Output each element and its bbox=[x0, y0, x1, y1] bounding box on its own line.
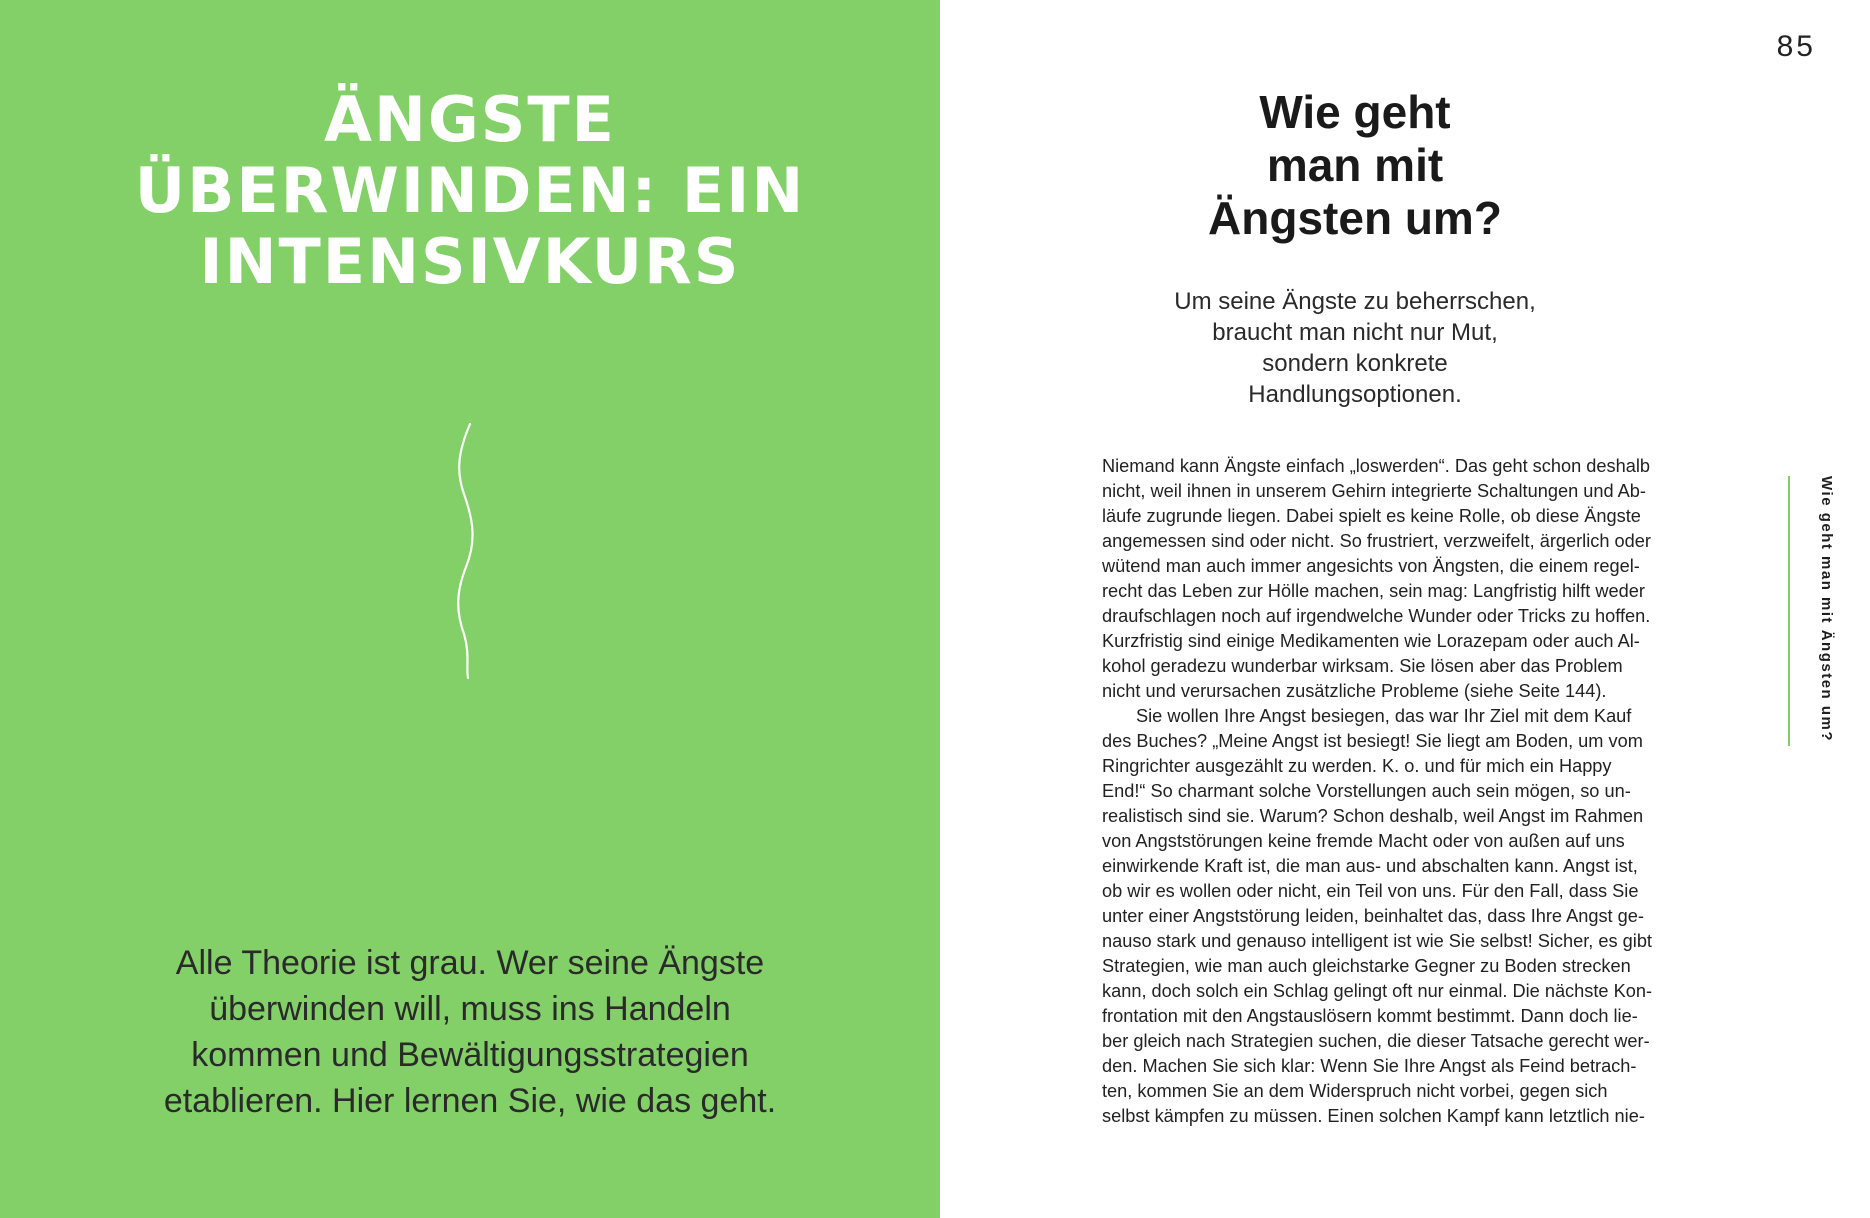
lead-line: Handlungsoptionen. bbox=[1248, 381, 1462, 408]
lead-line: Um seine Ängste zu beherrschen, bbox=[1174, 288, 1536, 315]
body-line: nicht, weil ihnen in unserem Gehirn integrierte Schaltungen und Ab- bbox=[1102, 481, 1646, 501]
body-line: einwirkende Kraft ist, die man aus- und abschalten kann. Angst ist, bbox=[1102, 856, 1638, 876]
body-line: selbst kämpfen zu müssen. Einen solchen Kampf kann letztlich nie- bbox=[1102, 1106, 1645, 1126]
article-page bbox=[940, 0, 1870, 1218]
article-title-line: Ängsten um? bbox=[1208, 192, 1502, 244]
body-line: realistisch sind sie. Warum? Schon deshalb, weil Angst im Rahmen bbox=[1102, 806, 1644, 826]
body-line: nicht und verursachen zusätzliche Probleme (siehe Seite 144). bbox=[1102, 681, 1607, 701]
body-line: Strategien, wie man auch gleichstarke Gegner zu Boden strecken bbox=[1102, 956, 1631, 976]
body-line: kann, doch solch ein Schlag gelingt oft nur einmal. Die nächste Kon- bbox=[1102, 981, 1652, 1001]
chapter-title-line: ÜBERWINDEN: EIN bbox=[134, 154, 806, 227]
chapter-title-line: INTENSIVKURS bbox=[199, 225, 741, 298]
body-line: recht das Leben zur Hölle machen, sein mag: Langfristig hilft weder bbox=[1102, 581, 1645, 601]
side-tab-label: Wie geht man mit Ängsten um? bbox=[1818, 476, 1835, 743]
body-line: läufe zugrunde liegen. Dabei spielt es keine Rolle, ob diese Ängste bbox=[1102, 506, 1641, 526]
body-line: Ringrichter ausgezählt zu werden. K. o. und für mich ein Happy bbox=[1102, 756, 1612, 776]
article-title bbox=[1120, 86, 1590, 245]
lead-line: sondern konkrete bbox=[1262, 350, 1448, 377]
body-line: den. Machen Sie sich klar: Wenn Sie Ihre Angst als Feind betrach- bbox=[1102, 1056, 1637, 1076]
body-line: von Angststörungen keine fremde Macht oder von außen auf uns bbox=[1102, 831, 1625, 851]
body-line: Niemand kann Ängste einfach „loswerden“. Das geht schon deshalb bbox=[1102, 456, 1650, 476]
intro-line: überwinden will, muss ins Handeln bbox=[209, 990, 731, 1028]
lead-line: braucht man nicht nur Mut, bbox=[1212, 319, 1498, 346]
intro-line: etablieren. Hier lernen Sie, wie das geht. bbox=[163, 1082, 777, 1120]
body-line: frontation mit den Angstauslösern kommt bestimmt. Dann doch lie- bbox=[1102, 1006, 1638, 1026]
body-line: angemessen sind oder nicht. So frustriert, verzweifelt, ärgerlich oder bbox=[1102, 531, 1651, 551]
body-line: ber gleich nach Strategien suchen, die dieser Tatsache gerecht wer- bbox=[1102, 1031, 1650, 1051]
body-line: draufschlagen noch auf irgendwelche Wunder oder Tricks zu hoffen. bbox=[1102, 606, 1651, 626]
running-head-side-tab bbox=[1788, 476, 1835, 746]
body-line: Kurzfristig sind einige Medikamenten wie Lorazepam oder auch Al- bbox=[1102, 631, 1640, 651]
body-line: des Buches? „Meine Angst ist besiegt! Sie liegt am Boden, um vom bbox=[1102, 731, 1643, 751]
body-line: nauso stark und genauso intelligent ist wie Sie selbst! Sicher, es gibt bbox=[1102, 931, 1652, 951]
article-title-line: Wie geht bbox=[1259, 86, 1451, 138]
body-line: End!“ So charmant solche Vorstellungen auch sein mögen, so un- bbox=[1102, 781, 1631, 801]
article-body bbox=[1102, 454, 1722, 1129]
body-line: unter einer Angststörung leiden, beinhaltet das, dass Ihre Angst ge- bbox=[1102, 906, 1644, 926]
chapter-title bbox=[60, 84, 880, 297]
intro-line: kommen und Bewältigungsstrategien bbox=[191, 1036, 749, 1074]
decorative-squiggle-line bbox=[450, 422, 490, 682]
body-line: ten, kommen Sie an dem Widerspruch nicht vorbei, gegen sich bbox=[1102, 1081, 1608, 1101]
chapter-intro-text bbox=[120, 940, 820, 1124]
chapter-title-line: ÄNGSTE bbox=[323, 83, 617, 156]
body-line: wütend man auch immer angesichts von Ängsten, die einem regel- bbox=[1102, 556, 1640, 576]
article-lead bbox=[1120, 286, 1590, 410]
body-line: ob wir es wollen oder nicht, ein Teil von uns. Für den Fall, dass Sie bbox=[1102, 881, 1639, 901]
intro-line: Alle Theorie ist grau. Wer seine Ängste bbox=[175, 944, 765, 982]
page-number: 85 bbox=[1776, 30, 1816, 63]
body-line: kohol geradezu wunderbar wirksam. Sie lösen aber das Problem bbox=[1102, 656, 1623, 676]
article-title-line: man mit bbox=[1266, 139, 1444, 191]
body-line-paragraph-start: Sie wollen Ihre Angst besiegen, das war Ihr Ziel mit dem Kauf bbox=[1136, 706, 1632, 726]
